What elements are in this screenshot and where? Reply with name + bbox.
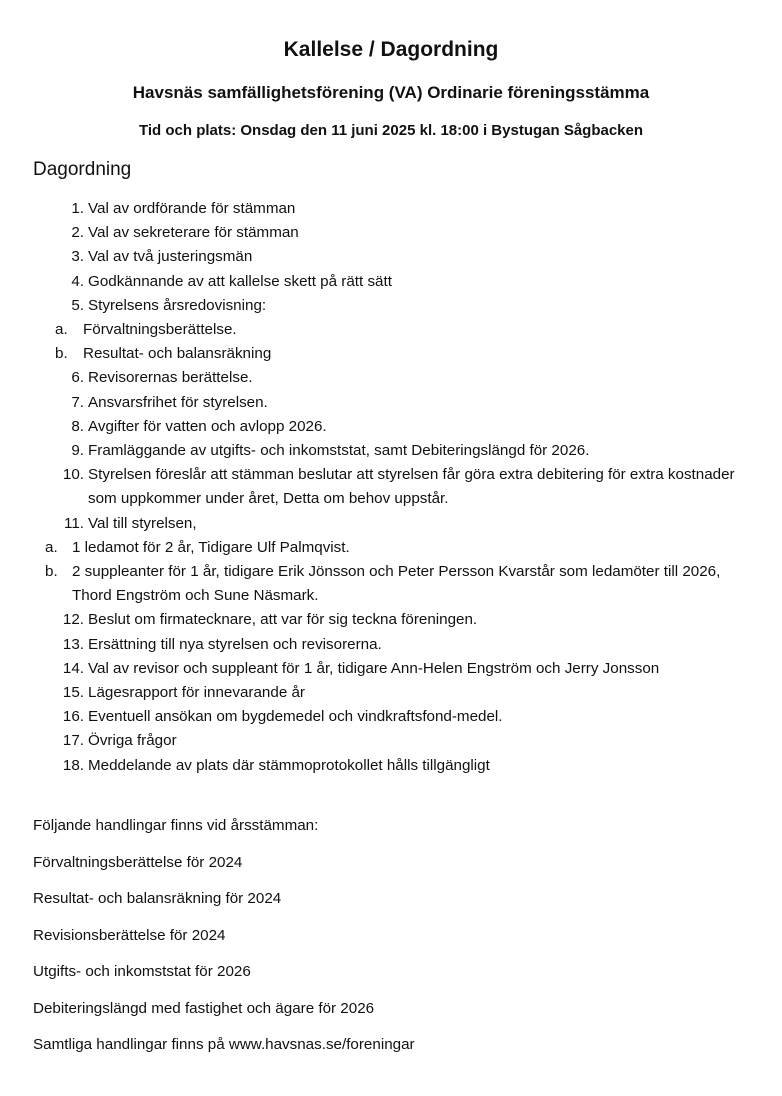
agenda-number: 2. [71,224,84,242]
document-item: Debiteringslängd med fastighet och ägare för 2026 [33,999,375,1017]
agenda-text: Val av sekreterare för stämman [88,224,299,242]
document-item: Revisionsberättelse för 2024 [33,926,226,944]
agenda-number: 10. [62,466,84,484]
agenda-item-3 [0,245,782,269]
agenda-number: 9. [71,442,84,460]
document-subtitle: Havsnäs samfällighetsförening (VA) Ordinarie föreningsstämma [132,83,650,102]
agenda-item-5 [0,294,782,318]
subitem-letter: a. [55,321,68,339]
agenda-number: 5. [71,296,84,314]
agenda-text: Lägesrapport för innevarande år [88,684,305,702]
agenda-text: Styrelsens årsredovisning: [88,296,267,314]
agenda-text: Revisorernas berättelse. [88,369,253,387]
agenda-list [0,197,782,778]
agenda-subitem-5b [0,342,782,366]
agenda-number: 6. [71,369,84,387]
agenda-text: Godkännande av att kallelse skett på rätt sätt [88,272,392,290]
document-item: Förvaltningsberättelse för 2024 [33,853,243,871]
agenda-item-7 [0,391,782,415]
agenda-text: Avgifter för vatten och avlopp 2026. [88,417,327,435]
documents-intro: Följande handlingar finns vid årsstämman: [33,817,319,834]
agenda-number: 16. [62,708,84,726]
agenda-sublist-5 [0,318,782,366]
agenda-item-12 [0,608,782,632]
subitem-letter: b. [45,563,58,581]
agenda-text: Eventuell ansökan om bygdemedel och vindkraftsfond-medel. [88,708,503,726]
subitem-letter: b. [55,345,68,363]
agenda-text: Val av revisor och suppleant för 1 år, tidigare Ann-Helen Engström och Jerry Jonsson [88,659,660,677]
agenda-text: Övriga frågor [88,732,177,750]
agenda-item-9 [0,439,782,463]
agenda-item-18 [0,754,782,778]
agenda-text: Val av två justeringsmän [88,248,253,266]
agenda-sublist-11 [0,536,782,609]
agenda-number: 8. [71,417,84,435]
footer-note: Samtliga handlingar finns på www.havsnas.se/foreningar [33,1036,415,1053]
agenda-text: Styrelsen föreslår att stämman beslutar att styrelsen får göra extra debitering för extra kostnader som uppkommer under året, Detta om behov uppstår. [88,466,735,508]
agenda-item-14 [0,657,782,681]
agenda-subitem-11b [0,560,782,608]
agenda-number: 4. [71,272,84,290]
agenda-subitem-11a [0,536,782,560]
agenda-number: 14. [62,659,84,677]
agenda-number: 3. [71,248,84,266]
subitem-text: Förvaltningsberättelse. [83,321,237,339]
agenda-number: 13. [62,635,84,653]
documents-section [33,815,415,1071]
agenda-number: 1. [71,200,84,217]
agenda-item-17 [0,729,782,753]
agenda-item-6 [0,366,782,390]
agenda-text: Framläggande av utgifts- och inkomststat, samt Debiteringslängd för 2026. [88,442,590,460]
document-item: Utgifts- och inkomststat för 2026 [33,963,251,980]
subitem-text: 2 suppleanter för 1 år, tidigare Erik Jönsson och Peter Persson Kvarstår som ledamöter till 2026, Thord Engström och Sune Näsmark. [72,563,721,605]
agenda-number: 11. [64,514,84,532]
agenda-text: Ersättning till nya styrelsen och revisorerna. [88,635,382,653]
agenda-text: Ansvarsfrihet för styrelsen. [88,393,268,411]
document-title: Kallelse / Dagordning [283,38,499,61]
agenda-item-1 [0,197,782,221]
agenda-item-4 [0,270,782,294]
agenda-text: Beslut om firmatecknare, att var för sig teckna föreningen. [88,611,478,629]
agenda-number: 18. [62,756,84,774]
agenda-item-10 [0,463,782,511]
agenda-text: Val till styrelsen, [88,514,197,532]
subitem-text: 1 ledamot för 2 år, Tidigare Ulf Palmqvist. [72,538,350,556]
subitem-letter: a. [45,538,58,556]
agenda-number: 7. [71,393,84,411]
agenda-item-15 [0,681,782,705]
agenda-number: 12. [62,611,84,629]
agenda-number: 15. [62,684,84,702]
agenda-text: Val av ordförande för stämman [88,200,296,217]
agenda-number: 17. [62,732,84,750]
document-item: Resultat- och balansräkning för 2024 [33,890,282,907]
time-and-place: Tid och plats: Onsdag den 11 juni 2025 kl. 18:00 i Bystugan Sågbacken [138,122,644,139]
agenda-subitem-5a [0,318,782,342]
agenda-text: Meddelande av plats där stämmoprotokollet hålls tillgängligt [88,756,490,774]
agenda-item-16 [0,705,782,729]
agenda-item-2 [0,221,782,245]
agenda-item-8 [0,415,782,439]
subitem-text: Resultat- och balansräkning [83,345,272,363]
agenda-item-13 [0,633,782,657]
agenda-item-11 [0,512,782,536]
agenda-heading: Dagordning [33,159,132,180]
